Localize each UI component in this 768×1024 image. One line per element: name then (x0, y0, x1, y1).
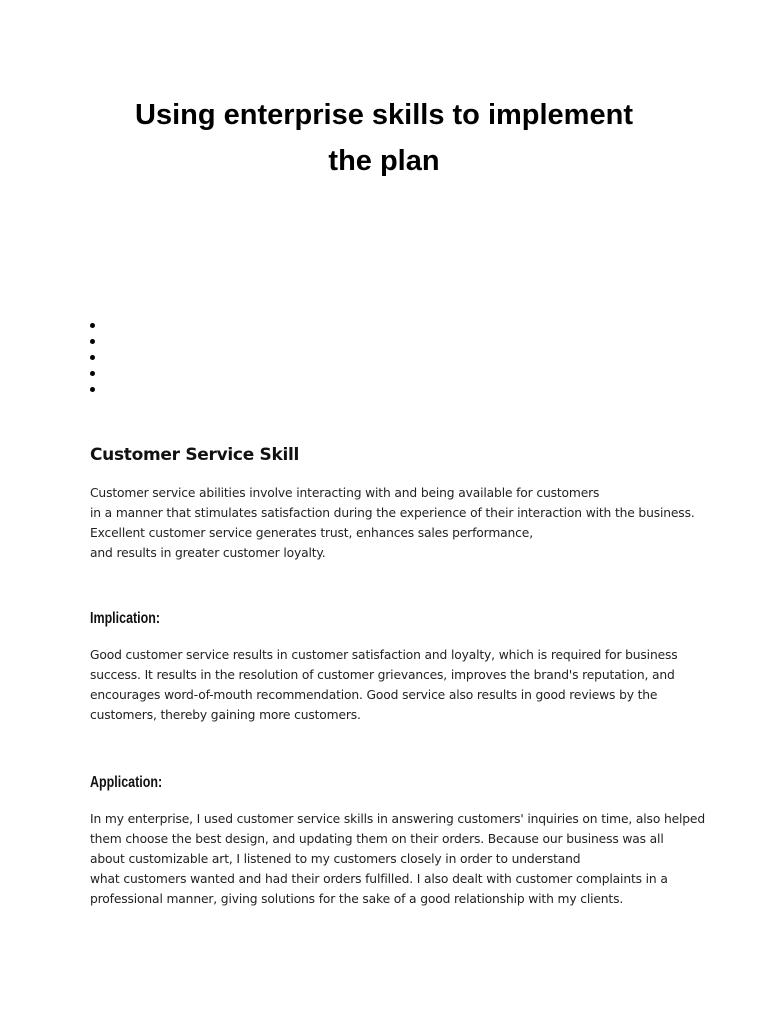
paragraph-line: Good customer service results in customer satisfaction and loyalty, which is required for business (90, 648, 678, 662)
paragraph-line: about customizable art, I listened to my customers closely in order to understand (90, 852, 581, 866)
title-line-2: the plan (328, 145, 440, 177)
paragraph-line: In my enterprise, I used customer service skills in answering customers' inquiries on time, also helped (90, 812, 706, 826)
application-paragraph (90, 809, 706, 909)
title-line-1: Using enterprise skills to implement (135, 99, 633, 131)
paragraph-line: encourages word-of-mouth recommendation. Good service also results in good reviews by the (90, 688, 658, 702)
customer-service-paragraph (90, 483, 695, 563)
paragraph-line: Excellent customer service generates trust, enhances sales performance, (90, 526, 533, 540)
customer-service-heading: Customer Service Skill (90, 445, 300, 465)
application-heading: Application: (90, 774, 163, 791)
paragraph-line: and results in greater customer loyalty. (90, 546, 326, 560)
paragraph-line: customers, thereby gaining more customers. (90, 708, 361, 722)
implication-paragraph (90, 645, 690, 725)
paragraph-line: them choose the best design, and updating them on their orders. Because our business was all (90, 832, 664, 846)
implication-heading: Implication: (90, 610, 161, 627)
document-title (0, 92, 768, 184)
paragraph-line: Customer service abilities involve interacting with and being available for customers (90, 486, 600, 500)
paragraph-line: success. It results in the resolution of customer grievances, improves the brand's reputation, and (90, 668, 675, 682)
paragraph-line: in a manner that stimulates satisfaction during the experience of their interaction with the business. (90, 506, 695, 520)
paragraph-line: what customers wanted and had their orders fulfilled. I also dealt with customer complaints in a (90, 872, 668, 886)
paragraph-line: professional manner, giving solutions for the sake of a good relationship with my clients. (90, 892, 624, 906)
